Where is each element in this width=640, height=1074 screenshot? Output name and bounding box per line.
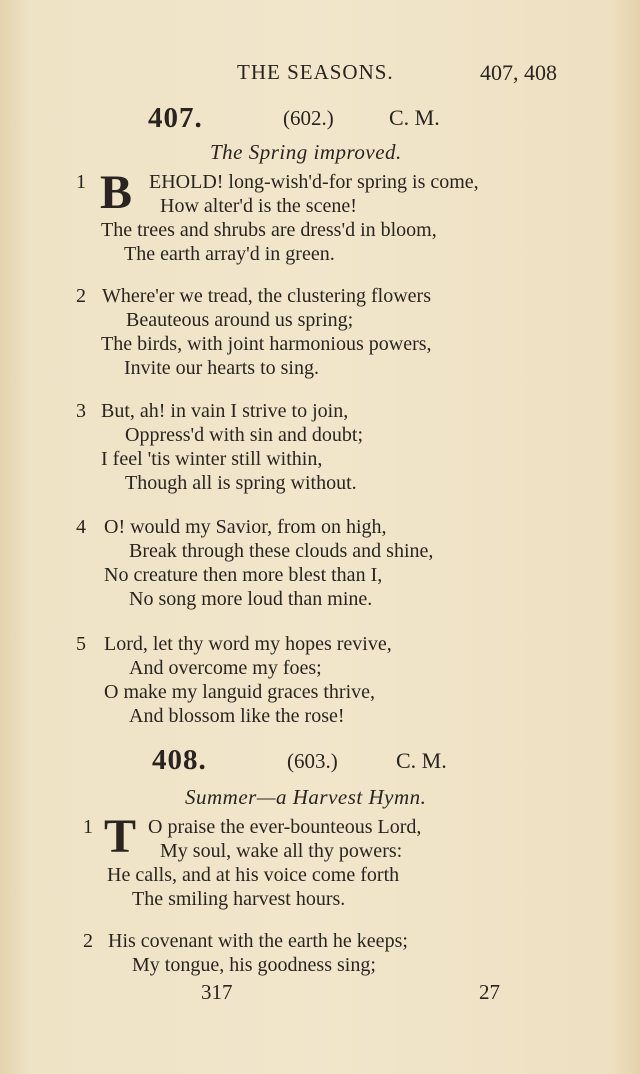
signature-mark: 27 <box>479 980 500 1004</box>
stanza-number: 2 <box>76 285 86 307</box>
hymn-meter: C. M. <box>396 748 447 773</box>
page-footer <box>0 980 640 1010</box>
hymn-range: 407, 408 <box>480 60 557 85</box>
hymn-number: 408. <box>152 744 207 776</box>
verse-line: Oppress'd with sin and doubt; <box>125 424 364 446</box>
hymn-meter: C. M. <box>389 105 440 130</box>
page-number: 317 <box>201 980 233 1004</box>
hymn-408-heading <box>0 744 640 780</box>
verse-line: My tongue, his goodness sing; <box>132 954 376 976</box>
verse-line: His covenant with the earth he keeps; <box>108 930 408 952</box>
verse-line: And blossom like the rose! <box>129 705 345 727</box>
stanza-number: 3 <box>76 400 86 422</box>
verse-line: Lord, let thy word my hopes revive, <box>104 633 392 655</box>
verse-line: No song more loud than mine. <box>129 588 373 610</box>
page-header <box>0 60 640 90</box>
hymn-407-heading <box>0 102 640 138</box>
verse-line: How alter'd is the scene! <box>160 195 357 217</box>
verse-line: O! would my Savior, from on high, <box>104 516 387 538</box>
verse-line: But, ah! in vain I strive to join, <box>101 400 349 422</box>
verse-line: No creature then more blest than I, <box>104 564 383 586</box>
verse-line: O make my languid graces thrive, <box>104 681 376 703</box>
verse-line: The smiling harvest hours. <box>132 888 346 910</box>
hymn-number: 407. <box>148 102 203 134</box>
stanza-number: 1 <box>76 171 86 193</box>
verse-line: EHOLD! long-wish'd-for spring is come, <box>149 171 479 193</box>
verse-line: The trees and shrubs are dress'd in bloom, <box>101 219 437 241</box>
old-hymn-number: (603.) <box>287 749 338 773</box>
drop-cap: T <box>104 810 137 863</box>
verse-line: The birds, with joint harmonious powers, <box>101 333 432 355</box>
verse-line: The earth array'd in green. <box>124 243 335 265</box>
verse-line: I feel 'tis winter still within, <box>101 448 323 470</box>
stanza-number: 1 <box>83 816 93 838</box>
old-hymn-number: (602.) <box>283 106 334 130</box>
hymn-title: The Spring improved. <box>210 140 402 164</box>
stanza-number: 4 <box>76 516 86 538</box>
verse-line: Though all is spring without. <box>125 472 357 494</box>
verse-line: O praise the ever-bounteous Lord, <box>148 816 422 838</box>
verse-line: My soul, wake all thy powers: <box>160 840 403 862</box>
verse-line: He calls, and at his voice come forth <box>107 864 400 886</box>
drop-cap: B <box>100 166 133 219</box>
verse-line: And overcome my foes; <box>129 657 322 679</box>
hymn-title: Summer—a Harvest Hymn. <box>185 785 427 809</box>
stanza-number: 2 <box>83 930 93 952</box>
stanza-number: 5 <box>76 633 86 655</box>
verse-line: Beauteous around us spring; <box>126 309 354 331</box>
verse-line: Break through these clouds and shine, <box>129 540 434 562</box>
verse-line: Invite our hearts to sing. <box>124 357 319 379</box>
running-title: THE SEASONS. <box>237 60 394 84</box>
verse-line: Where'er we tread, the clustering flowers <box>102 285 432 307</box>
